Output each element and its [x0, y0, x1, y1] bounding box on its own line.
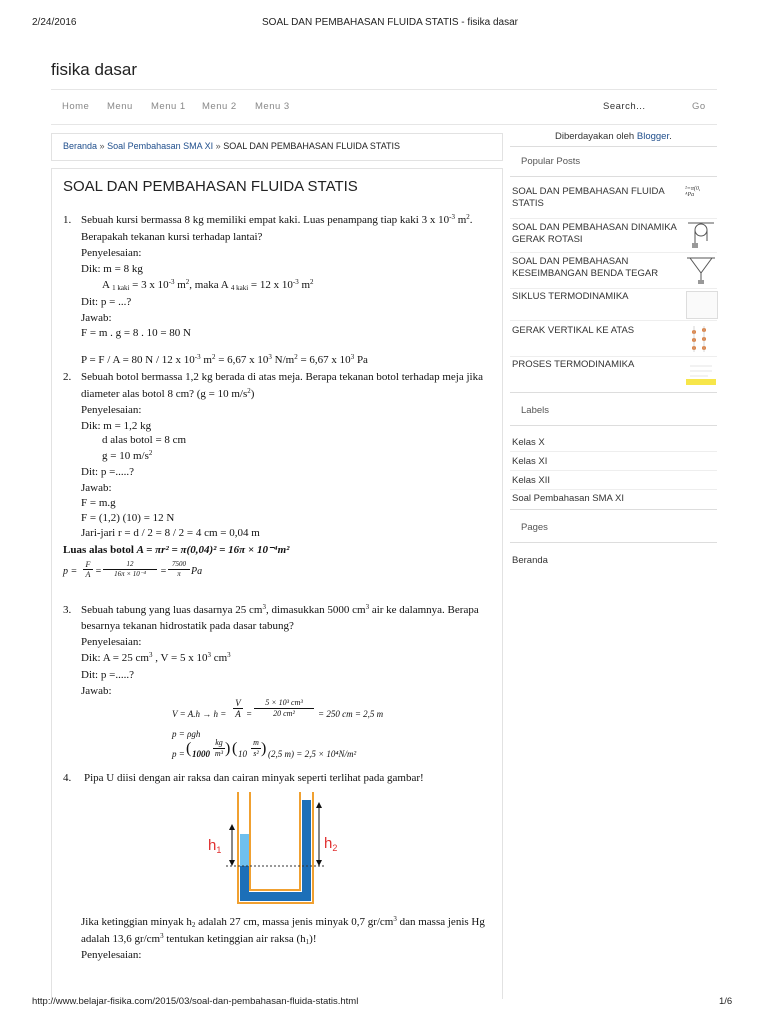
q3-number: 3. [63, 604, 72, 616]
q2-force2: F = (1,2) (10) = 12 N [81, 512, 175, 524]
popular-post-1[interactable]: SOAL DAN PEMBAHASAN FLUIDA STATIS [512, 186, 665, 209]
q2-jawab: Jawab: [81, 482, 112, 494]
popular-post-5[interactable]: GERAK VERTIKAL KE ATAS [512, 325, 635, 336]
h1-arrow-top [229, 824, 235, 830]
sidebar-divider [510, 356, 717, 357]
q4-text1: Jika ketinggian minyak $h_2$ adalah 27 cm, massa jenis minyak 0,7 $gr/cm^3$ dan massa jenis Hg [81, 915, 485, 929]
breadcrumb-home[interactable]: Beranda [63, 141, 98, 151]
nav-bar [51, 89, 717, 125]
u-tube-oil [240, 834, 249, 866]
sidebar-divider [510, 252, 717, 253]
page-link-beranda[interactable]: Beranda [512, 555, 548, 566]
blogger-link[interactable]: Blogger [636, 131, 670, 142]
site-title[interactable]: fisika dasar [51, 60, 137, 79]
print-title: SOAL DAN PEMBAHASAN FLUIDA STATIS - fisika dasar [262, 17, 518, 28]
q3-line2: besarnya tekanan hidrostatik pada dasar tabung? [81, 620, 294, 632]
q2-radius: Jari-jari r = d / 2 = 8 / 2 = 4 cm = 0,04 m [81, 527, 260, 539]
q3-penyelesaian: Penyelesaian: [81, 636, 142, 648]
nav-item-menu[interactable]: Menu [107, 101, 133, 112]
q2-gravity: g = 10 $m/s^2$ [102, 449, 153, 462]
popular-post-1-thumbnail[interactable]: ²=π(0, ᴬPa [685, 186, 715, 216]
h2-arrow-top [316, 802, 322, 808]
print-date: 2/24/2016 [32, 17, 77, 28]
h2-arrow-bottom [316, 860, 322, 866]
q1-line1: Sebuah kursi bermassa 8 kg memiliki empat kaki. Luas penampang tiap kaki 3 x $10^{-3}$ $m^2$. [81, 213, 473, 226]
sidebar-divider [510, 218, 717, 219]
q3-jawab: Jawab: [81, 685, 112, 697]
q1-penyelesaian: Penyelesaian: [81, 247, 142, 259]
popular-post-6[interactable]: PROSES TERMODINAMIKA [512, 359, 635, 370]
q2-line2: diameter alas botol 8 cm? (g = 10 $m/s^2$) [81, 387, 255, 400]
h2-label: $h_2$ [324, 835, 338, 853]
label-kelas-xii[interactable]: Kelas XII [512, 475, 551, 486]
breadcrumb-sep: » [99, 141, 105, 151]
label-kelas-x[interactable]: Kelas X [512, 437, 545, 448]
sidebar-divider [510, 489, 717, 490]
sidebar-divider [510, 392, 717, 393]
q3-dik: Dik: A = 25 $cm^3$ , V = 5 x $10^3$ $cm^3$ [81, 651, 231, 664]
sidebar-divider [510, 451, 717, 452]
u-tube-inner-wall [250, 792, 300, 890]
q2-dit: Dit: p =.....? [81, 466, 134, 478]
popular-post-2[interactable]: SOAL DAN PEMBAHASAN DINAMIKA GERAK ROTASI [512, 222, 677, 245]
sidebar-divider [510, 320, 717, 321]
popular-post-5-thumbnail[interactable] [686, 324, 716, 354]
sidebar-divider [510, 146, 717, 147]
q1-number: 1. [63, 214, 72, 226]
label-kelas-xi[interactable]: Kelas XI [512, 456, 548, 467]
popular-post-4-thumbnail[interactable] [686, 291, 718, 319]
sidebar-divider [510, 288, 717, 289]
q3-line1: Sebuah tabung yang luas dasarnya 25 $cm^3$, dimasukkan 5000 $cm^3$ air ke dalamnya. Berapa [81, 603, 479, 616]
u-tube-empty-left [240, 800, 249, 834]
print-page-number: 1/6 [719, 996, 733, 1007]
q2-force1: F = m.g [81, 497, 116, 509]
pages-title: Pages [521, 522, 548, 533]
q3-eq-hydrostatic: p = ρgh [172, 729, 201, 739]
q1-pressure: P = F / A = 80 N / 12 x $10^{-3}$ $m^2 = 6,67$ x $10^3$ $N/m^2 = 6,67$ x $10^3$ Pa [81, 353, 368, 366]
breadcrumb-category[interactable]: Soal Pembahasan SMA XI [107, 141, 214, 151]
u-tube-mercury-right [302, 800, 311, 901]
sidebar-divider [510, 176, 717, 177]
q2-area: Luas alas botol A = πr² = π(0,04)² = 16π × 10⁻⁴m² [63, 544, 290, 556]
q1-force: F = m . g = 8 . 10 = 80 N [81, 327, 191, 339]
h1-label: $h_1$ [208, 837, 222, 855]
breadcrumb-sep: » [215, 141, 221, 151]
label-soal-pembahasan-sma-xi[interactable]: Soal Pembahasan SMA XI [512, 493, 624, 504]
sidebar-divider [510, 542, 717, 543]
print-url: http://www.belajar-fisika.com/2015/03/soal-dan-pembahasan-fluida-statis.html [32, 996, 359, 1007]
q2-diameter: d alas botol = 8 cm [102, 434, 187, 446]
h1-arrow-bottom [229, 860, 235, 866]
popular-post-2-thumbnail[interactable] [686, 221, 716, 249]
breadcrumb-current: SOAL DAN PEMBAHASAN FLUIDA STATIS [223, 141, 401, 151]
popular-post-3[interactable]: SOAL DAN PEMBAHASAN KESEIMBANGAN BENDA TEGAR [512, 256, 659, 279]
q4-text2: adalah 13,6 $gr/cm^3$ tentukan ketinggian air raksa $(h_1)$! [81, 932, 317, 946]
q2-number: 2. [63, 371, 72, 383]
q2-line1: Sebuah botol bermassa 1,2 kg berada di atas meja. Berapa tekanan botol terhadap meja jika [81, 371, 483, 383]
popular-post-4[interactable]: SIKLUS TERMODINAMIKA [512, 291, 629, 302]
popular-post-3-thumbnail[interactable] [686, 255, 716, 285]
nav-item-menu-3[interactable]: Menu 3 [255, 101, 290, 112]
sidebar-divider [510, 509, 717, 510]
post-title: SOAL DAN PEMBAHASAN FLUIDA STATIS [63, 178, 358, 195]
u-tube-mercury-bottom [240, 892, 302, 901]
q4-penyelesaian: Penyelesaian: [81, 949, 142, 961]
q3-dit: Dit: p =.....? [81, 669, 134, 681]
search-input[interactable]: Search... [603, 101, 646, 112]
q2-dik: Dik: m = 1,2 kg [81, 420, 152, 432]
labels-title: Labels [521, 405, 549, 416]
nav-item-menu-2[interactable]: Menu 2 [202, 101, 237, 112]
popular-post-6-thumbnail[interactable] [686, 360, 716, 388]
u-tube-diagram [200, 790, 350, 910]
nav-item-home[interactable]: Home [62, 101, 90, 112]
q1-dik: Dik: m = 8 kg [81, 263, 143, 275]
q1-area: A $_{1 kaki}$ = 3 x $10^{-3}$ $m^2$, maka A $_{4 kaki}$ = 12 x $10^{-3}$ $m^2$ [102, 278, 314, 292]
q1-line2: Berapakah tekanan kursi terhadap lantai? [81, 231, 263, 243]
breadcrumb [51, 133, 503, 161]
q1-jawab: Jawab: [81, 312, 112, 324]
powered-by: Diberdayakan oleh Blogger. [555, 131, 672, 142]
q2-penyelesaian: Penyelesaian: [81, 404, 142, 416]
nav-item-menu-1[interactable]: Menu 1 [151, 101, 186, 112]
q4-line1: Pipa U diisi dengan air raksa dan cairan minyak seperti terlihat pada gambar! [84, 772, 424, 784]
search-go-button[interactable]: Go [692, 101, 706, 112]
q4-number: 4. [63, 772, 72, 784]
q1-dit: Dit: p = ...? [81, 296, 132, 308]
popular-posts-title: Popular Posts [521, 156, 581, 167]
sidebar-divider [510, 425, 717, 426]
sidebar-divider [510, 470, 717, 471]
